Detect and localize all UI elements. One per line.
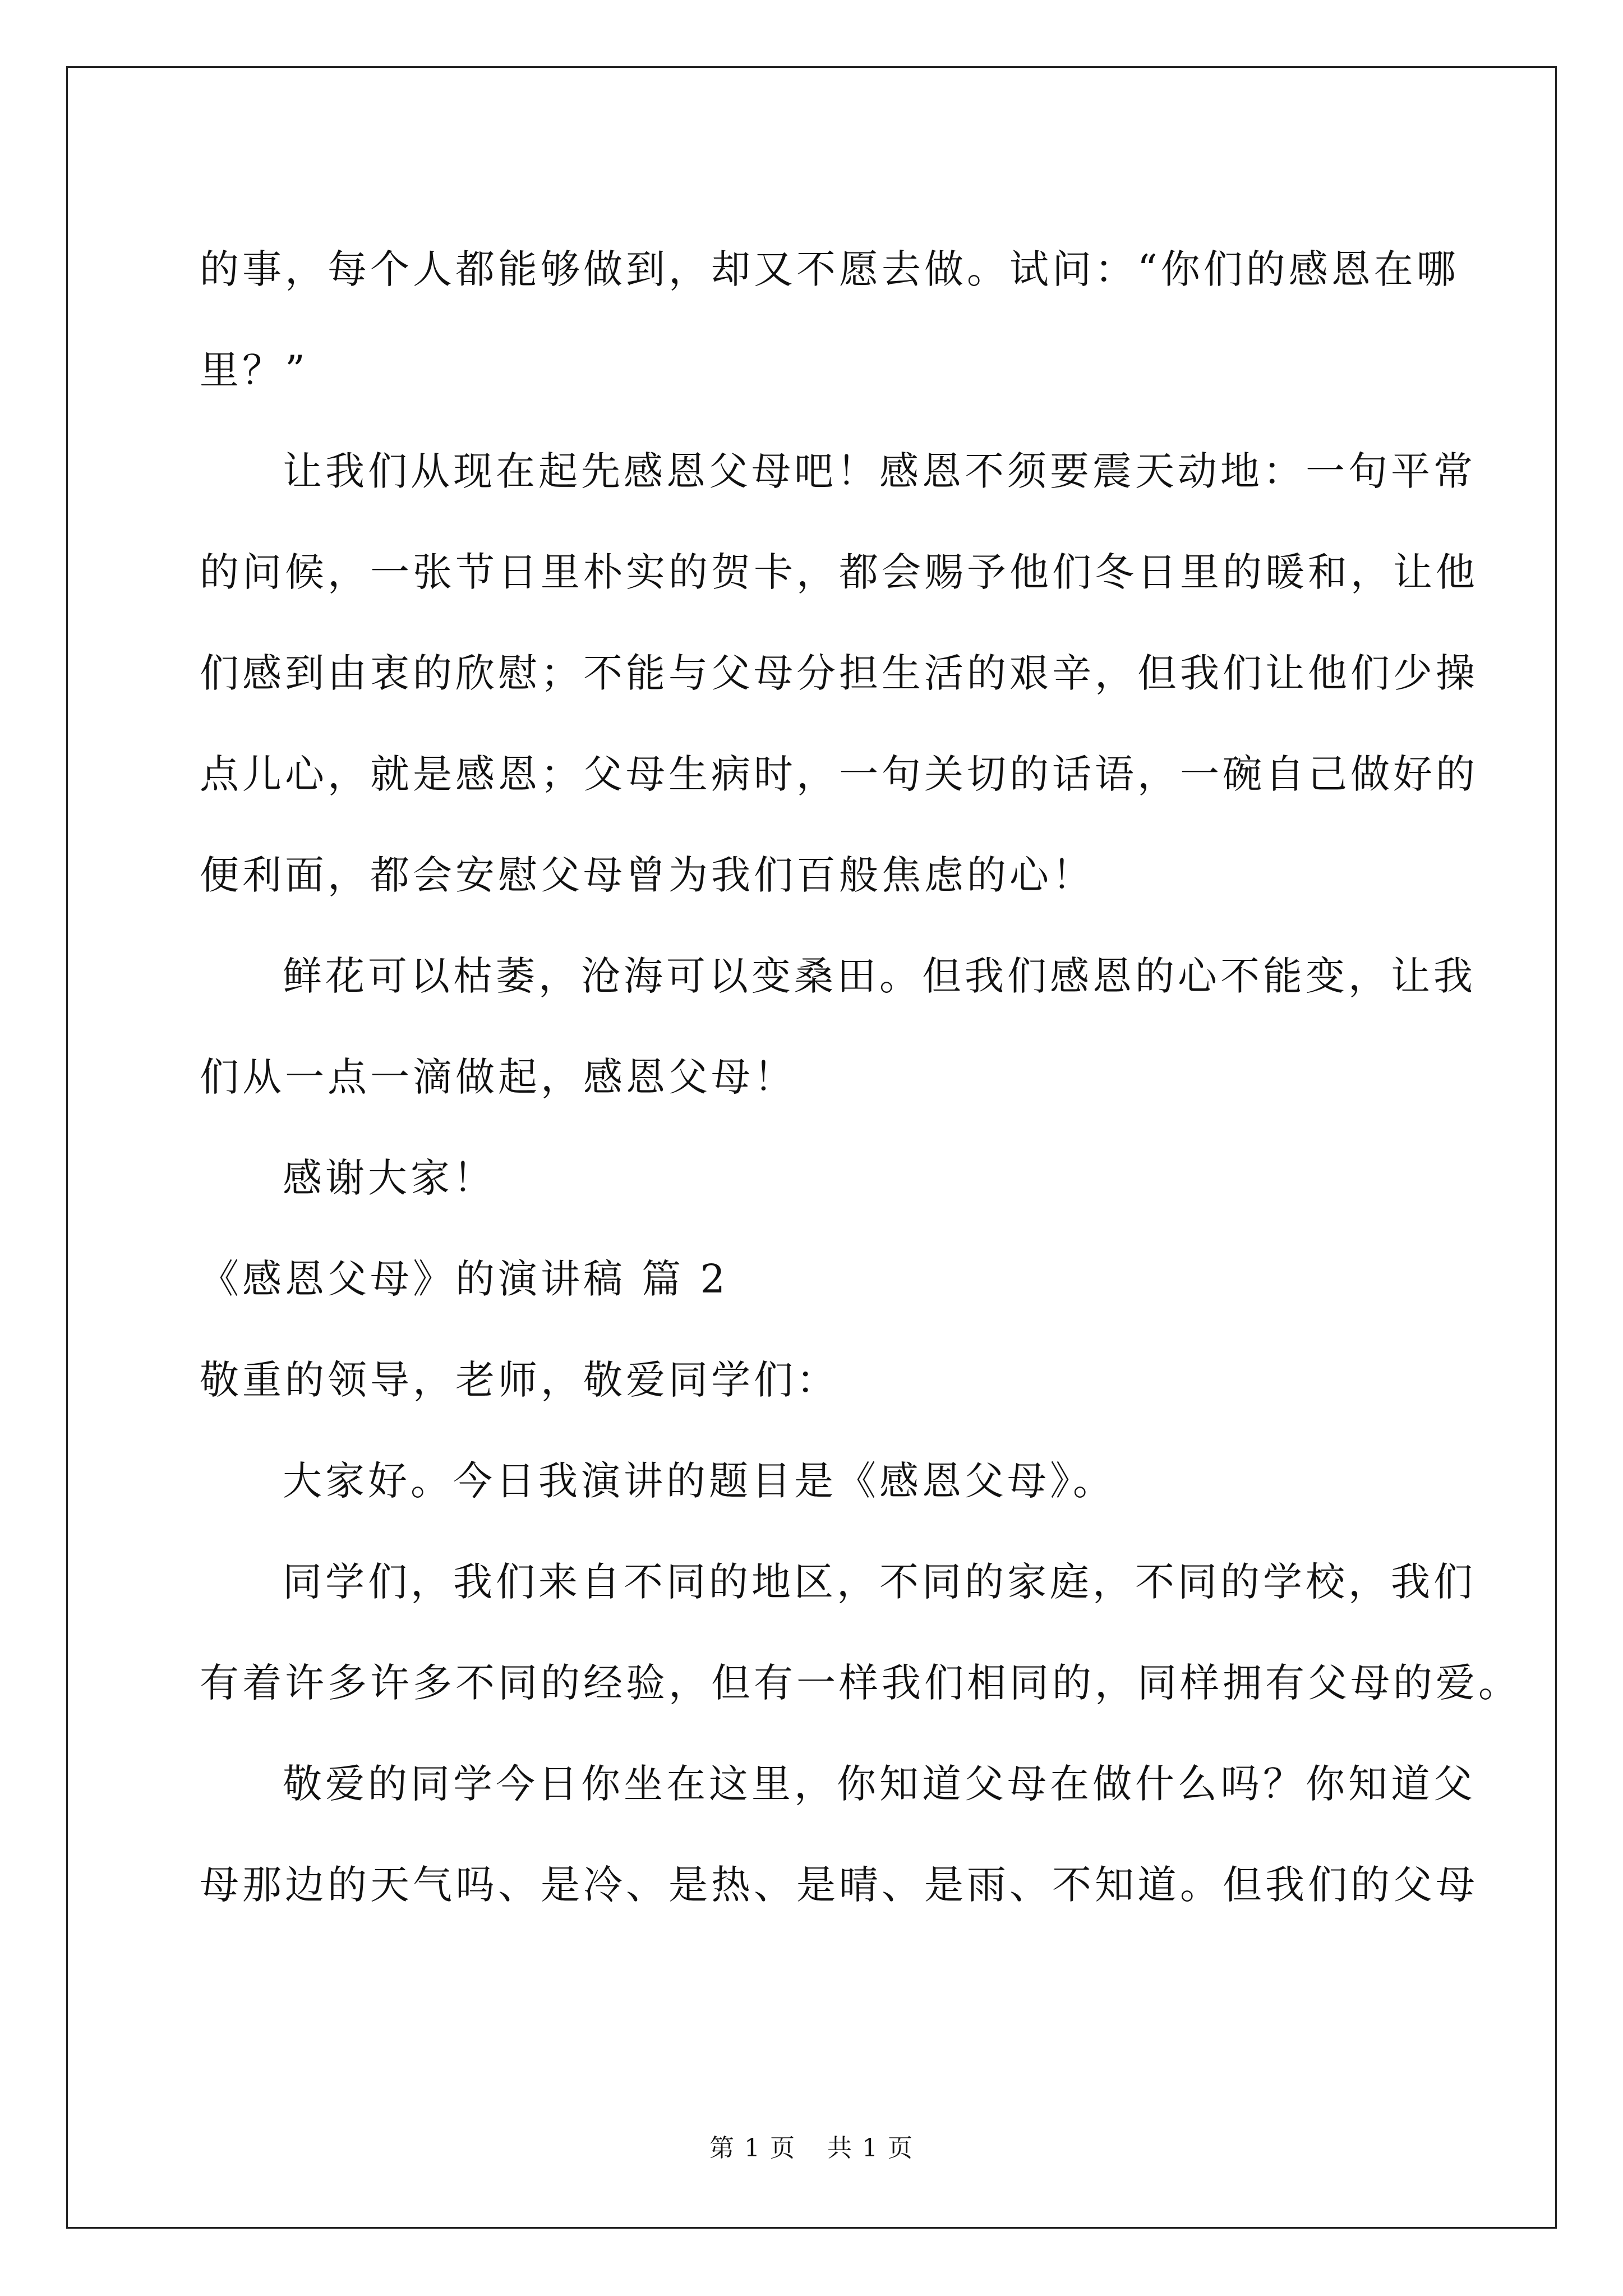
text-line: 鲜花可以枯萎，沧海可以变桑田。但我们感恩的心不能变，让我 <box>283 953 1476 999</box>
text-line: 便利面，都会安慰父母曾为我们百般焦虑的心！ <box>200 852 1095 898</box>
text-line: 们从一点一滴做起，感恩父母！ <box>200 1054 796 1100</box>
text-line: 点儿心，就是感恩；父母生病时，一句关切的话语，一碗自己做好的 <box>200 751 1478 797</box>
text-line: 里？” <box>200 347 308 393</box>
text-line: 感谢大家！ <box>283 1155 496 1201</box>
text-line: 有着许多许多不同的经验，但有一样我们相同的，同样拥有父母的爱。 <box>200 1660 1521 1706</box>
text-line: 敬爱的同学今日你坐在这里，你知道父母在做什么吗？你知道父 <box>283 1761 1476 1807</box>
page-number: 第 1 页 <box>709 2134 796 2162</box>
text-line: 大家好。今日我演讲的题目是《感恩父母》。 <box>283 1458 1115 1504</box>
text-line: 们感到由衷的欣慰；不能与父母分担生活的艰辛，但我们让他们少操 <box>200 650 1478 696</box>
text-line: 同学们，我们来自不同的地区，不同的家庭，不同的学校，我们 <box>283 1559 1476 1605</box>
text-line: 的事，每个人都能够做到，却又不愿去做。试问：“你们的感恩在哪 <box>200 246 1459 292</box>
page-total: 共 1 页 <box>827 2134 914 2162</box>
document-body <box>200 219 1521 1935</box>
salutation: 敬重的领导，老师，敬爱同学们： <box>200 1357 839 1403</box>
section-heading: 《感恩父母》的演讲稿 篇 2 <box>200 1256 729 1302</box>
text-line: 母那边的天气吗、是冷、是热、是晴、是雨、不知道。但我们的父母 <box>200 1862 1478 1908</box>
text-line: 的问候，一张节日里朴实的贺卡，都会赐予他们冬日里的暖和，让他 <box>200 549 1478 595</box>
page-footer <box>0 2132 1623 2165</box>
text-line: 让我们从现在起先感恩父母吧！感恩不须要震天动地：一句平常 <box>283 448 1476 494</box>
